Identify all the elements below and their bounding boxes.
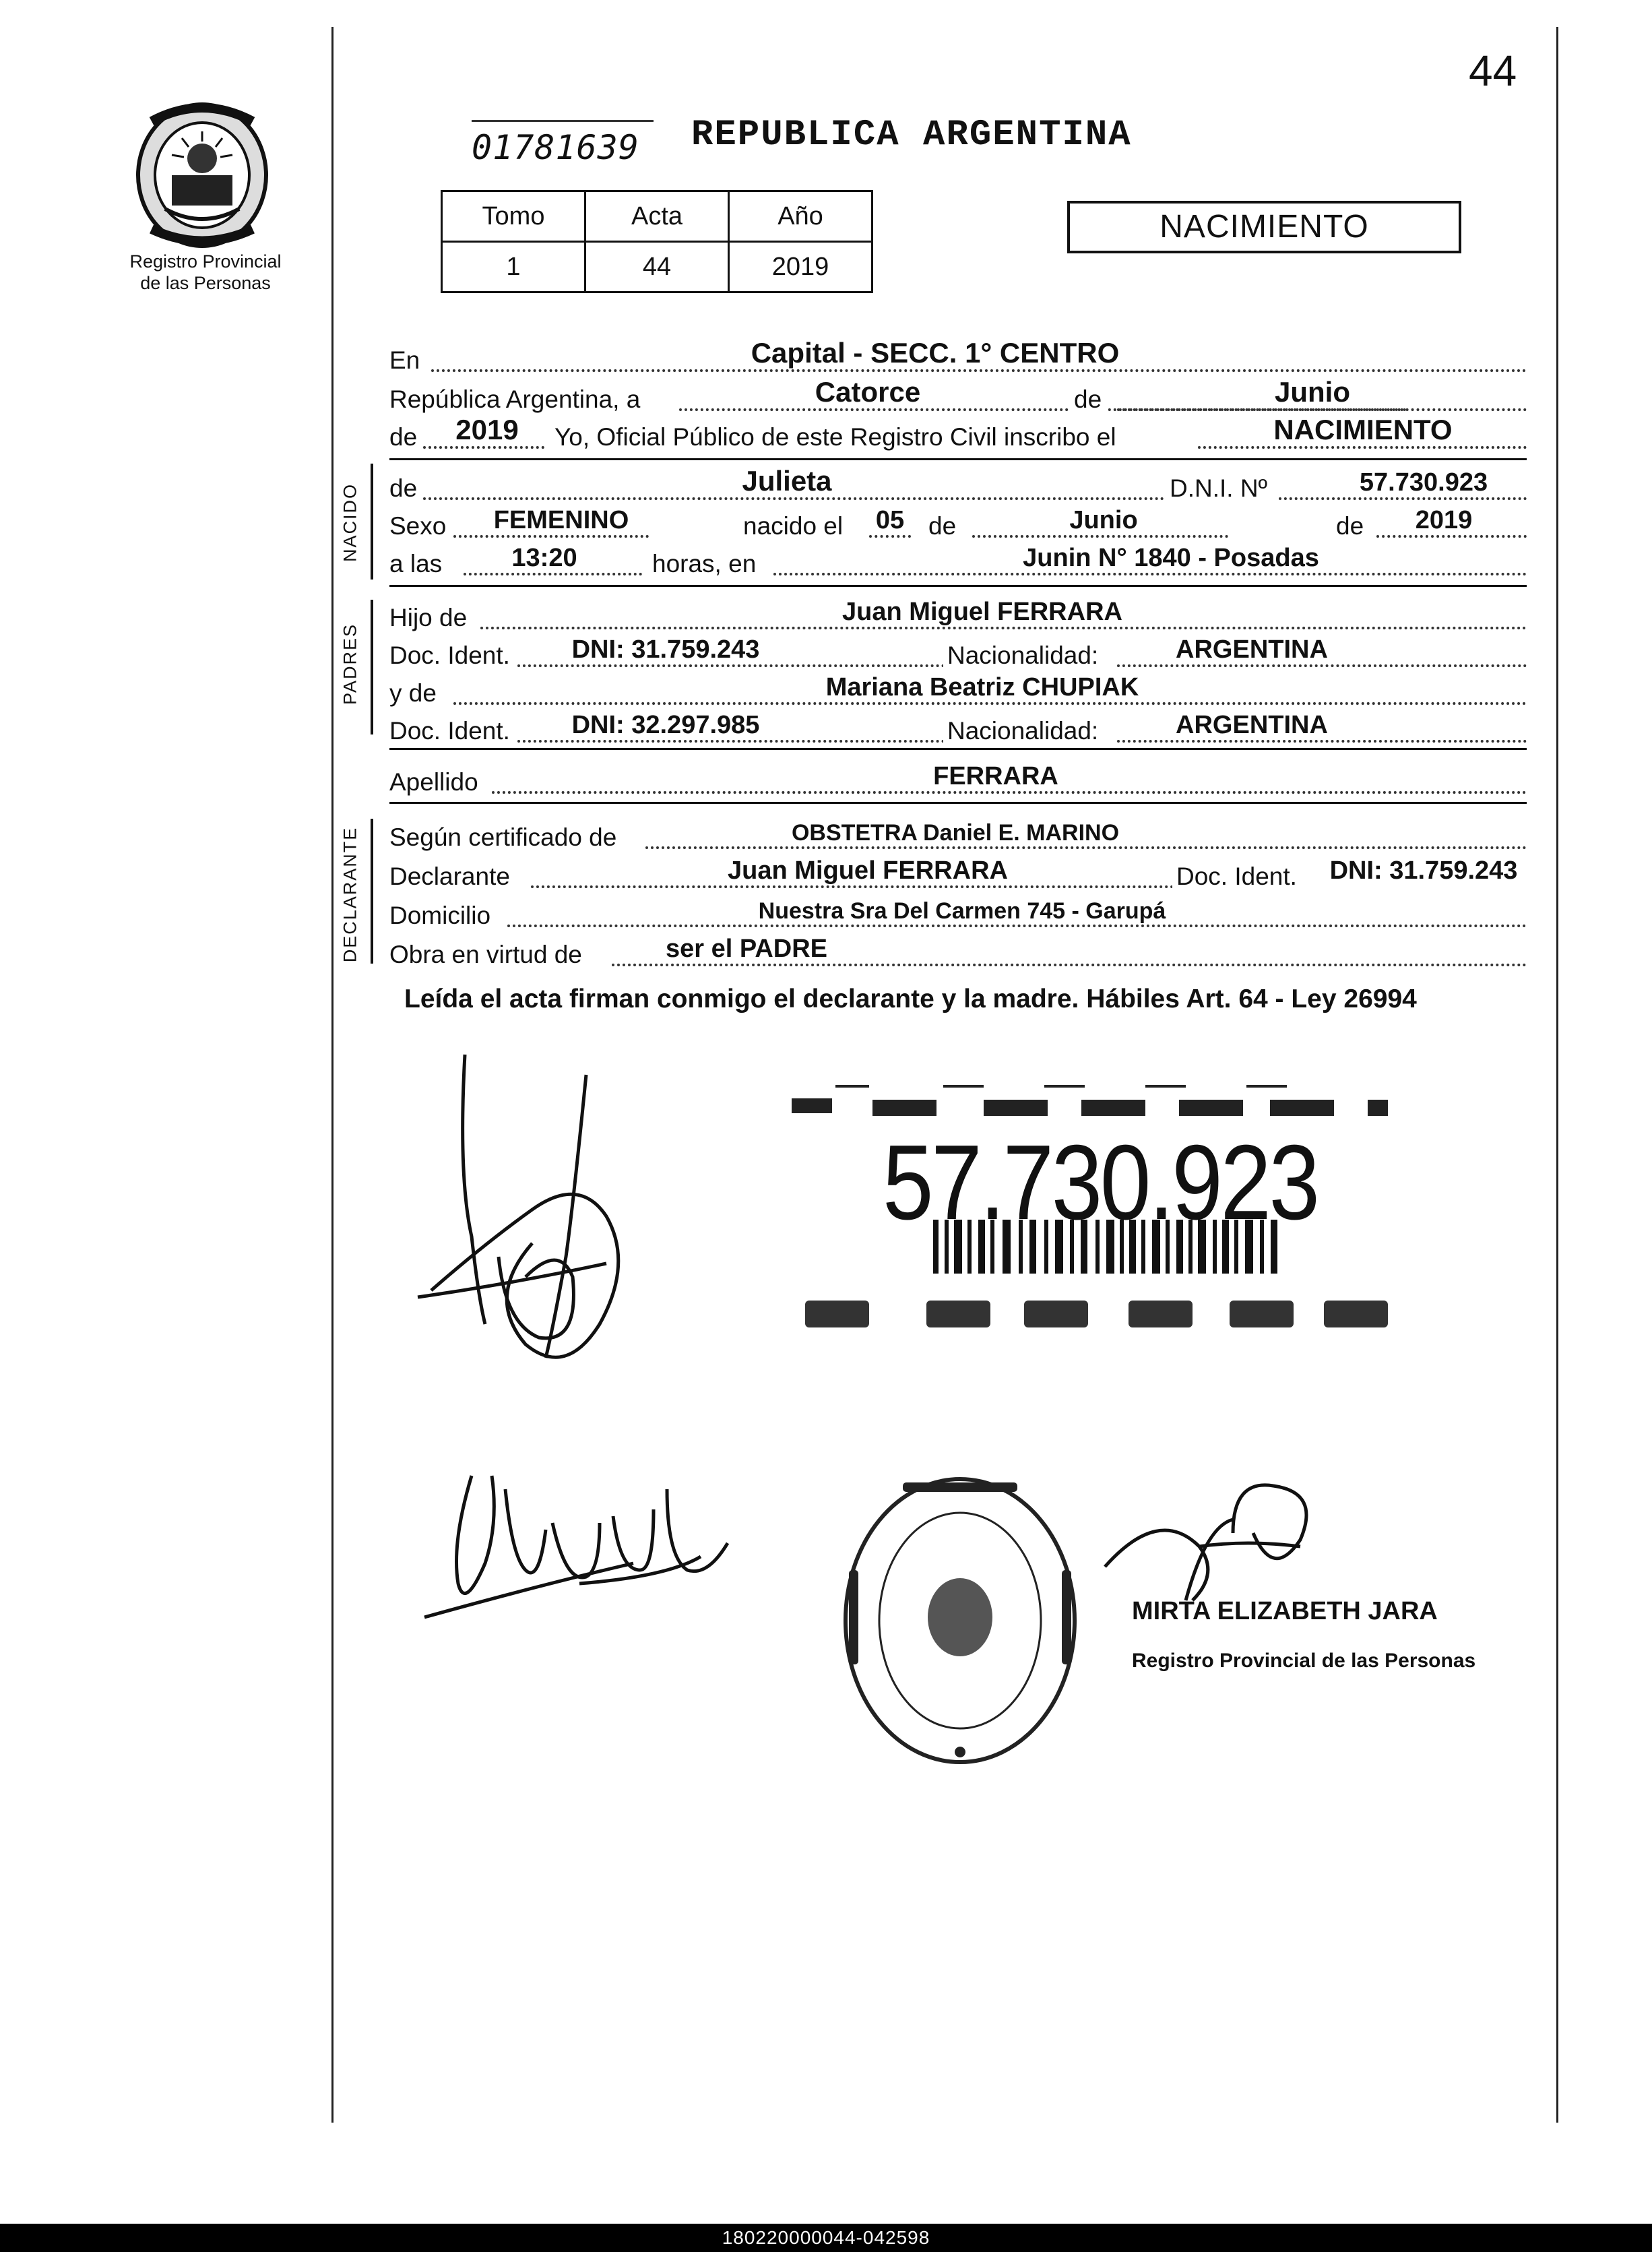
page-number: 44 (1469, 46, 1517, 95)
dotted-line (773, 573, 1527, 575)
province-logo (125, 94, 280, 249)
right-margin-line (1556, 27, 1558, 2123)
official-org: Registro Provincial de las Personas (1132, 1650, 1476, 1672)
serial-overline (472, 120, 654, 122)
time-value: 13:20 (511, 544, 577, 572)
hijo-de-label: Hijo de (389, 604, 468, 631)
doc-ident-label: Doc. Ident. (389, 717, 510, 745)
child-name-value: Julieta (742, 465, 832, 497)
dotted-line (1279, 497, 1527, 500)
dotted-line (423, 497, 1191, 500)
en-value: Capital - SECC. 1° CENTRO (751, 337, 1120, 369)
republica-label: República Argentina, a (389, 385, 641, 413)
birth-day-value: 05 (875, 506, 905, 534)
dotted-line (492, 791, 1527, 794)
father-name-value: Juan Miguel FERRARA (842, 598, 1122, 626)
row-y-de (389, 671, 1527, 709)
dotted-line (1117, 408, 1527, 411)
row-nacido-de (389, 466, 1527, 504)
mother-signature (411, 1449, 748, 1631)
row-father-doc (389, 633, 1527, 671)
obra-label: Obra en virtud de (389, 941, 582, 968)
birth-year-value: 2019 (1415, 506, 1473, 534)
record-table (441, 190, 873, 293)
domicilio-value: Nuestra Sra Del Carmen 745 - Garupá (758, 898, 1166, 924)
mother-doc-value: DNI: 32.297.985 (571, 711, 760, 739)
nacido-bracket (371, 464, 373, 580)
nacionalidad-label: Nacionalidad: (943, 717, 1102, 745)
separator (389, 585, 1527, 587)
mother-name-value: Mariana Beatriz CHUPIAK (825, 673, 1139, 701)
dotted-line (1376, 535, 1527, 538)
row-declarante (389, 854, 1527, 892)
official-stamp (835, 1469, 1085, 1772)
sexo-label: Sexo (389, 512, 447, 540)
apellido-label: Apellido (389, 768, 478, 796)
declarante-bracket (371, 819, 373, 964)
mother-nationality-value: ARGENTINA (1176, 711, 1328, 739)
day-value: Catorce (815, 376, 921, 408)
de-label: de (389, 474, 418, 502)
table-value-ano: 2019 (729, 242, 872, 292)
declarante-value: Juan Miguel FERRARA (728, 856, 1008, 885)
row-mother-doc (389, 709, 1527, 747)
row-republica (389, 377, 1527, 415)
dotted-line (645, 846, 1527, 849)
dni-label: D.N.I. Nº (1166, 474, 1271, 503)
table-value-tomo: 1 (442, 242, 585, 292)
dni-sticker-number: 57.730.923 (883, 1123, 1318, 1242)
row-year (389, 415, 1527, 453)
domicilio-label: Domicilio (389, 902, 491, 929)
dotted-line (972, 535, 1228, 538)
dotted-line (453, 702, 1527, 705)
declarant-signature (404, 1041, 660, 1398)
footer-code-bar: 180220000044-042598 (0, 2224, 1652, 2252)
birth-month-value: Junio (1069, 506, 1138, 534)
en-label: En (389, 346, 420, 374)
declarante-section-label: DECLARANTE (340, 826, 360, 963)
padres-bracket (371, 600, 373, 734)
serial-number: 01781639 (472, 128, 639, 167)
de-label: de (1336, 512, 1364, 540)
logo-caption-line2: de las Personas (140, 273, 271, 293)
separator (389, 458, 1527, 460)
dotted-line (612, 964, 1527, 966)
month-value: Junio (1275, 376, 1350, 408)
table-header-acta: Acta (585, 191, 729, 242)
dotted-line (480, 627, 1527, 629)
dotted-line (423, 446, 544, 449)
logo-caption (108, 251, 303, 294)
declarante-label: Declarante (389, 863, 510, 890)
de-label: de (1070, 385, 1106, 414)
table-header-tomo: Tomo (442, 191, 585, 242)
father-doc-value: DNI: 31.759.243 (571, 635, 760, 664)
obra-value: ser el PADRE (665, 935, 828, 963)
dotted-line (1117, 664, 1527, 667)
year-label: de (389, 423, 418, 451)
row-apellido (389, 760, 1527, 798)
sexo-value: FEMENINO (493, 506, 629, 534)
record-type-box: NACIMIENTO (1067, 201, 1461, 253)
y-de-label: y de (389, 679, 437, 707)
a-las-label: a las (389, 550, 443, 577)
row-hijo-de (389, 596, 1527, 633)
padres-section-label: PADRES (340, 623, 360, 706)
document-title: REPUBLICA ARGENTINA (691, 115, 1132, 156)
separator (389, 748, 1527, 750)
row-obra (389, 933, 1527, 970)
dotted-line (453, 535, 649, 538)
row-segun (389, 815, 1527, 853)
child-dni-value: 57.730.923 (1359, 468, 1488, 497)
dotted-line (1117, 740, 1527, 743)
nacido-section-label: NACIDO (340, 483, 360, 563)
left-margin-line (331, 27, 333, 2123)
year-value: 2019 (455, 414, 519, 445)
doc-ident-label: Doc. Ident. (1172, 863, 1301, 891)
segun-value: OBSTETRA Daniel E. MARINO (791, 820, 1120, 846)
row-sexo (389, 504, 1527, 542)
inscribe-value: NACIMIENTO (1273, 414, 1453, 445)
table-value-acta: 44 (585, 242, 729, 292)
declarante-doc-value: DNI: 31.759.243 (1329, 856, 1518, 885)
oficial-text: Yo, Oficial Público de este Registro Civil inscribo el (554, 423, 1116, 451)
row-a-las (389, 542, 1527, 580)
dotted-line (1198, 446, 1527, 449)
apellido-value: FERRARA (933, 762, 1058, 790)
horas-label: horas, en (652, 550, 757, 577)
logo-caption-line1: Registro Provincial (129, 251, 282, 272)
birthplace-value: Junin N° 1840 - Posadas (1023, 544, 1319, 572)
closing-statement: Leída el acta firman conmigo el declarante y la madre. Hábiles Art. 64 - Ley 26994 (404, 984, 1417, 1013)
table-header-ano: Año (729, 191, 872, 242)
nacido-el-label: nacido el (743, 512, 844, 540)
dotted-line (869, 535, 911, 538)
separator (389, 802, 1527, 804)
row-en (389, 338, 1527, 376)
dotted-line (464, 573, 642, 575)
segun-label: Según certificado de (389, 823, 617, 851)
de-label: de (928, 512, 957, 540)
nacionalidad-label: Nacionalidad: (943, 642, 1102, 670)
official-name: MIRTA ELIZABETH JARA (1132, 1597, 1438, 1625)
dotted-line (507, 925, 1527, 927)
father-nationality-value: ARGENTINA (1176, 635, 1328, 664)
dotted-line (431, 369, 1527, 372)
row-domicilio (389, 894, 1527, 931)
doc-ident-label: Doc. Ident. (389, 642, 510, 669)
